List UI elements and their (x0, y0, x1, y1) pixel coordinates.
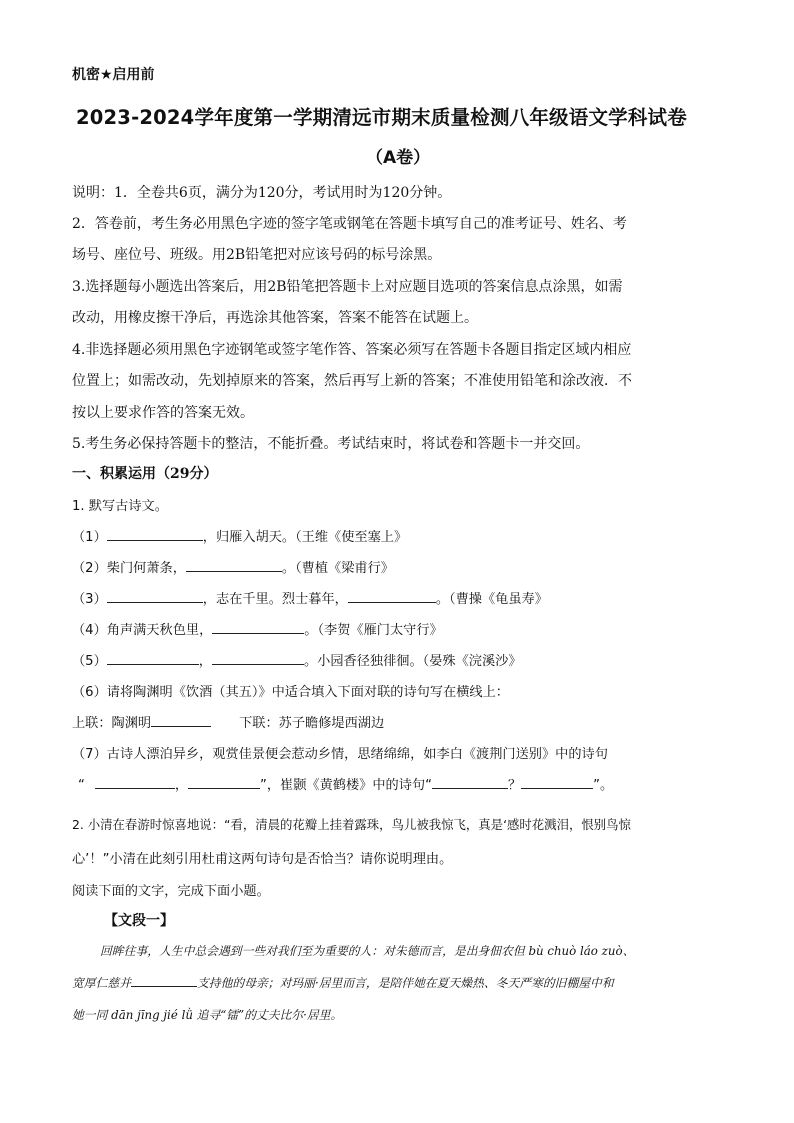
answer-blank[interactable] (348, 590, 436, 603)
question-1-title: 1. 默写古诗文。 (72, 499, 168, 514)
passage-line-3: 她一同 dān jīng jié lǜ 追寻“镭”的丈夫比尔·居里。 (72, 1008, 343, 1022)
question-1-2 (72, 557, 394, 576)
passage-text: 支持他的母亲；对玛丽·居里而言，是陪伴她在夏天燥热、冬天严寒的旧棚屋中和 (197, 976, 614, 990)
answer-blank[interactable] (212, 652, 304, 665)
q1-7-open-quote: “ (78, 778, 85, 793)
question-1-7: （7）古诗人漂泊异乡，观赏佳景便会惹动乡情，思绪绵绵，如李白《渡荆门送别》中的诗句 (72, 747, 608, 762)
answer-blank[interactable] (107, 590, 203, 603)
instruction-line-4: 3.选择题每小题选出答案后，用2B铅笔把答题卡上对应题目选项的答案信息点涂黑，如需 (72, 279, 623, 295)
answer-blank[interactable] (107, 528, 203, 541)
q1-7-comma: ， (174, 778, 189, 793)
q1-1-number: （1） (72, 530, 107, 545)
question-1-7-blanks (78, 774, 613, 793)
answer-blank[interactable] (521, 776, 593, 789)
question-1-5 (72, 650, 522, 669)
q1-2-source: 。（曹植《梁甫行》 (281, 561, 394, 576)
passage-line-1: 回眸往事，人生中总会遇到一些对我们至为重要的人：对朱德而言，是出身佃农但 bù chuò láo zuò、 (100, 944, 635, 958)
question-1-3 (72, 588, 548, 607)
exam-subtitle: （A卷） (366, 148, 431, 168)
q1-7-end: ”。 (593, 778, 614, 793)
answer-blank[interactable] (432, 776, 508, 789)
question-1-6: （6）请将陶渊明《饮酒（其五）》中适合填入下面对联的诗句写在横线上： (72, 685, 509, 700)
answer-blank[interactable] (151, 714, 211, 727)
answer-blank[interactable] (131, 974, 197, 987)
q1-5-number: （5） (72, 654, 107, 669)
q1-1-text: ，归雁入胡天。（王维《使至塞上》 (202, 530, 408, 545)
passage-text: 宽厚仁慈并 (72, 976, 131, 990)
instruction-line-3: 场号、座位号、班级。用2B铅笔把对应该号码的标号涂黑。 (72, 247, 442, 263)
q1-5-comma: ， (198, 654, 212, 669)
question-1-4 (72, 619, 443, 638)
answer-blank[interactable] (186, 559, 282, 572)
q1-3-source: 。（曹操《龟虽寿》 (435, 592, 548, 607)
instruction-line-9: 5.考生务必保持答题卡的整洁，不能折叠。考试结束时，将试卷和答题卡一并交回。 (72, 436, 590, 452)
instruction-line-8: 按以上要求作答的答案无效。 (72, 405, 254, 421)
exam-title: 2023-2024学年度第一学期清远市期末质量检测八年级语文学科试卷 (76, 106, 687, 129)
instruction-line-7: 位置上；如需改动，先划掉原来的答案，然后再写上新的答案；不准使用铅笔和涂改液．不 (72, 373, 632, 389)
answer-blank[interactable] (212, 621, 304, 634)
q1-3-number: （3） (72, 592, 107, 607)
couplet-upper: 上联：陶渊明 (72, 716, 152, 731)
q1-4-source: 。（李贺《雁门太守行》 (304, 623, 443, 638)
couplet-lower: 下联：苏子瞻修堤西湖边 (239, 716, 385, 731)
q1-7-mid: ”，崔颢《黄鹤楼》中的诗句“ (260, 778, 432, 793)
q1-2-text: （2）柴门何萧条， (72, 561, 186, 576)
question-2-line-1: 2. 小清在春游时惊喜地说：“看，清晨的花瓣上挂着露珠，鸟儿被我惊飞，真是‘感时花溅泪，恨别鸟惊 (72, 817, 631, 832)
answer-blank[interactable] (107, 652, 199, 665)
instruction-line-6: 4.非选择题必须用黑色字迹钢笔或签字笔作答、答案必须写在答题卡各题目指定区域内相应 (72, 342, 632, 358)
answer-blank[interactable] (95, 776, 175, 789)
couplet-line (72, 712, 384, 731)
question-2-line-2: 心’！”小清在此刻引用杜甫这两句诗句是否恰当？请你说明理由。 (72, 852, 453, 867)
instruction-line-1: 说明：1．全卷共6页，满分为120分，考试用时为120分钟。 (72, 185, 452, 201)
q1-7-question: ？ (507, 778, 522, 793)
question-1-1 (72, 526, 407, 545)
reading-intro: 阅读下面的文字，完成下面小题。 (72, 884, 270, 899)
section-heading: 一、积累运用（29分） (72, 466, 218, 482)
instruction-line-5: 改动，用橡皮擦干净后，再选涂其他答案，答案不能答在试题上。 (72, 310, 478, 326)
q1-3-text: ，志在千里。烈士暮年， (202, 592, 348, 607)
q1-5-source: 。小园香径独徘徊。（晏殊《浣溪沙》 (303, 654, 522, 669)
passage-line-2 (72, 974, 614, 991)
passage-heading: 【文段一】 (104, 913, 174, 929)
confidential-label: 机密★启用前 (72, 67, 155, 83)
answer-blank[interactable] (188, 776, 260, 789)
instruction-line-2: 2．答卷前，考生务必用黑色字迹的签字笔或钢笔在答题卡填写自己的准考证号、姓名、考 (72, 216, 627, 232)
q1-4-text: （4）角声满天秋色里， (72, 623, 213, 638)
